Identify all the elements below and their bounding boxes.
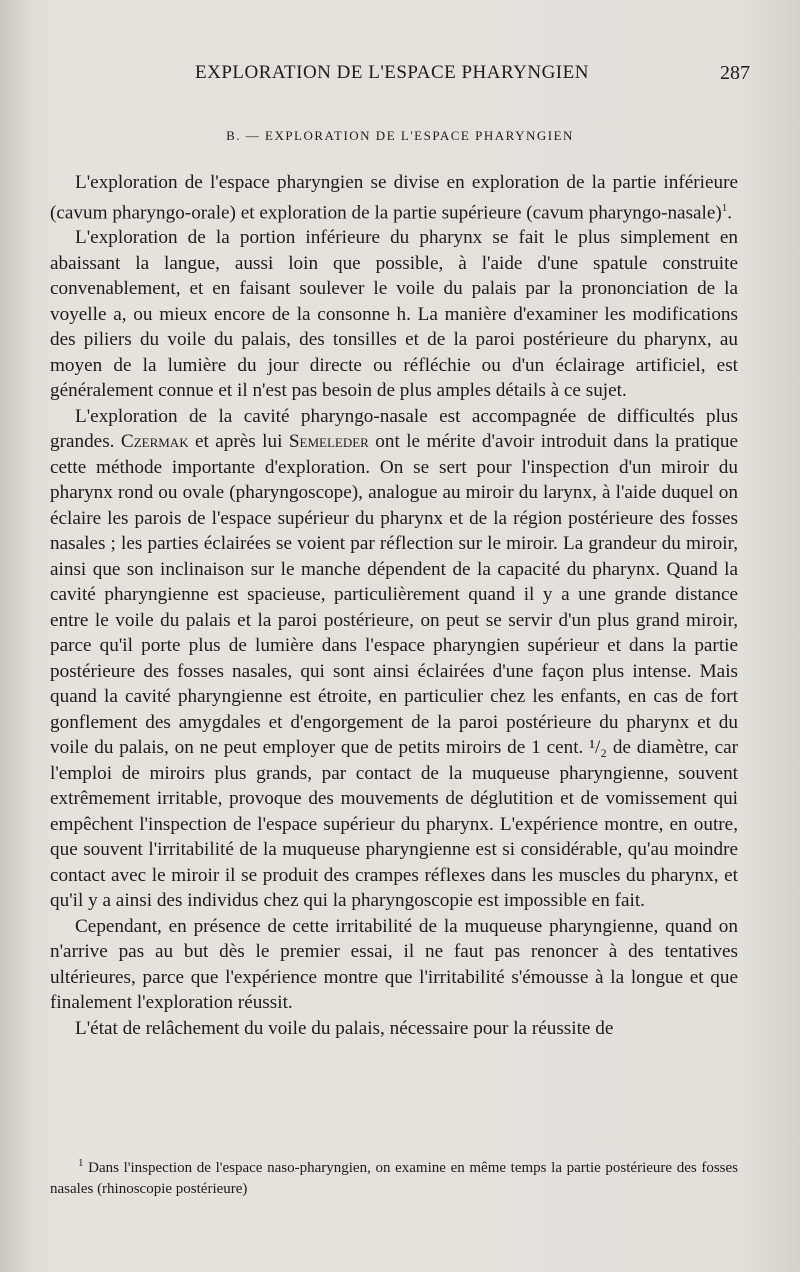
- paragraph-3-rest: ont le mérite d'avoir introduit dans la pratique cette méthode importante d'exploration. On se sert pour l'inspection d'un miroir du pharynx rond ou ovale (pharyngoscope), analogue au miroir du larynx, à l'aide duquel on éclaire les parois de l'espace supérieur du pharynx et de la région postérieure des fosses nasales ; les parties éclairées se voient par réflection sur le miroir. La grandeur du miroir, ainsi que son inclinaison sur le manche dépendent de la capacité du pharynx. Quand la cavité pharyngienne est spacieuse, particulièrement quand il y a une grande distance entre le voile du palais et la paroi postérieure, on peut se servir d'un plus grand miroir, parce qu'il porte plus de lumière dans l'espace pharyngien supérieur et dans la partie postérieure des fosses nasales, qui sont ainsi éclairées d'une façon plus intense. Mais quand la cavité pharyngienne est étroite, en particulier chez les enfants, en cas de fort gonflement des amygdales et d'engorgement de la paroi postérieure du pharynx et du voile du palais, on ne peut employer que de petits miroirs de 1 cent. ¹/₂ de diamètre, car l'emploi de miroirs plus grands, par contact de la muqueuse pharyngienne, souvent extrêmement irritable, provoque des mouvements de déglutition et de vomissement qui empêchent l'inspection de l'espace supérieur du pharynx. L'expérience montre, en outre, que souvent l'irritabilité de la muqueuse pharyngienne est si considérable, qu'au moindre contact avec le miroir il se produit des crampes réflexes dans les muscles du pharynx, et qu'il y a ainsi des individus chez qui la pharyngoscopie est impossible en fait.: [50, 431, 739, 912]
- author-name-czermak: Czermak: [120, 431, 189, 453]
- author-name-semeleder: Semeleder: [288, 431, 369, 453]
- paragraph-4: Cependant, en présence de cette irritabilité de la muqueuse pharyngienne, quand on n'arrive pas au but dès le premier essai, il ne faut pas renoncer à des tentatives ultérieures, parce que l'expérience montre que l'irritabilité s'émousse à la longue et que finalement l'exploration réussit.: [50, 915, 738, 1014]
- section-heading: B. — EXPLORATION DE L'ESPACE PHARYNGIEN: [226, 128, 574, 143]
- paragraph-2: L'exploration de la portion inférieure du pharynx se fait le plus simplement en abaissant la langue, aussi loin que possible, à l'aide d'une spatule construite convenablement, et en faisant soulever le voile du palais par la prononciation de la voyelle a, ou mieux encore de la consonne h. La manière d'examiner les modifications des piliers du voile du palais, des tonsilles et de la paroi postérieure du pharynx, au moyen de la lumière du jour directe ou réfléchie ou d'un éclairage artificiel, est généralement connue et il n'est pas besoin de plus amples détails à ce sujet.: [50, 227, 738, 402]
- page-number: 287: [720, 62, 750, 84]
- paragraph-1-text: L'exploration de l'espace pharyngien se divise en exploration de la partie inférieure (cavum pharyngo-orale) et exploration de la partie supérieure (cavum pharyngo-nasale): [50, 172, 738, 223]
- footnote-text: Dans l'inspection de l'espace naso-pharyngien, on examine en même temps la partie postérieure des fosses nasales (rhinoscopie postérieure): [50, 1160, 739, 1197]
- paragraph-3-mid: et après lui: [195, 431, 283, 453]
- paragraph-1: [50, 170, 738, 225]
- body-text: [50, 170, 738, 1041]
- footnote: [50, 1153, 738, 1200]
- page-header: [60, 62, 750, 92]
- footnote-paragraph: [50, 1153, 738, 1200]
- running-title: EXPLORATION DE L'ESPACE PHARYNGIEN: [195, 62, 589, 83]
- footnote-reference: 1: [721, 201, 728, 214]
- footnote-mark: 1: [78, 1157, 84, 1169]
- paragraph-1-end: .: [727, 201, 733, 223]
- paragraph-5: L'état de relâchement du voile du palais, nécessaire pour la réussite de: [75, 1017, 614, 1039]
- paragraph-3: [50, 404, 738, 914]
- paragraph-3-start: L'exploration de la cavité pharyngo-nasale est accompagnée de difficultés plus grandes.: [50, 405, 738, 453]
